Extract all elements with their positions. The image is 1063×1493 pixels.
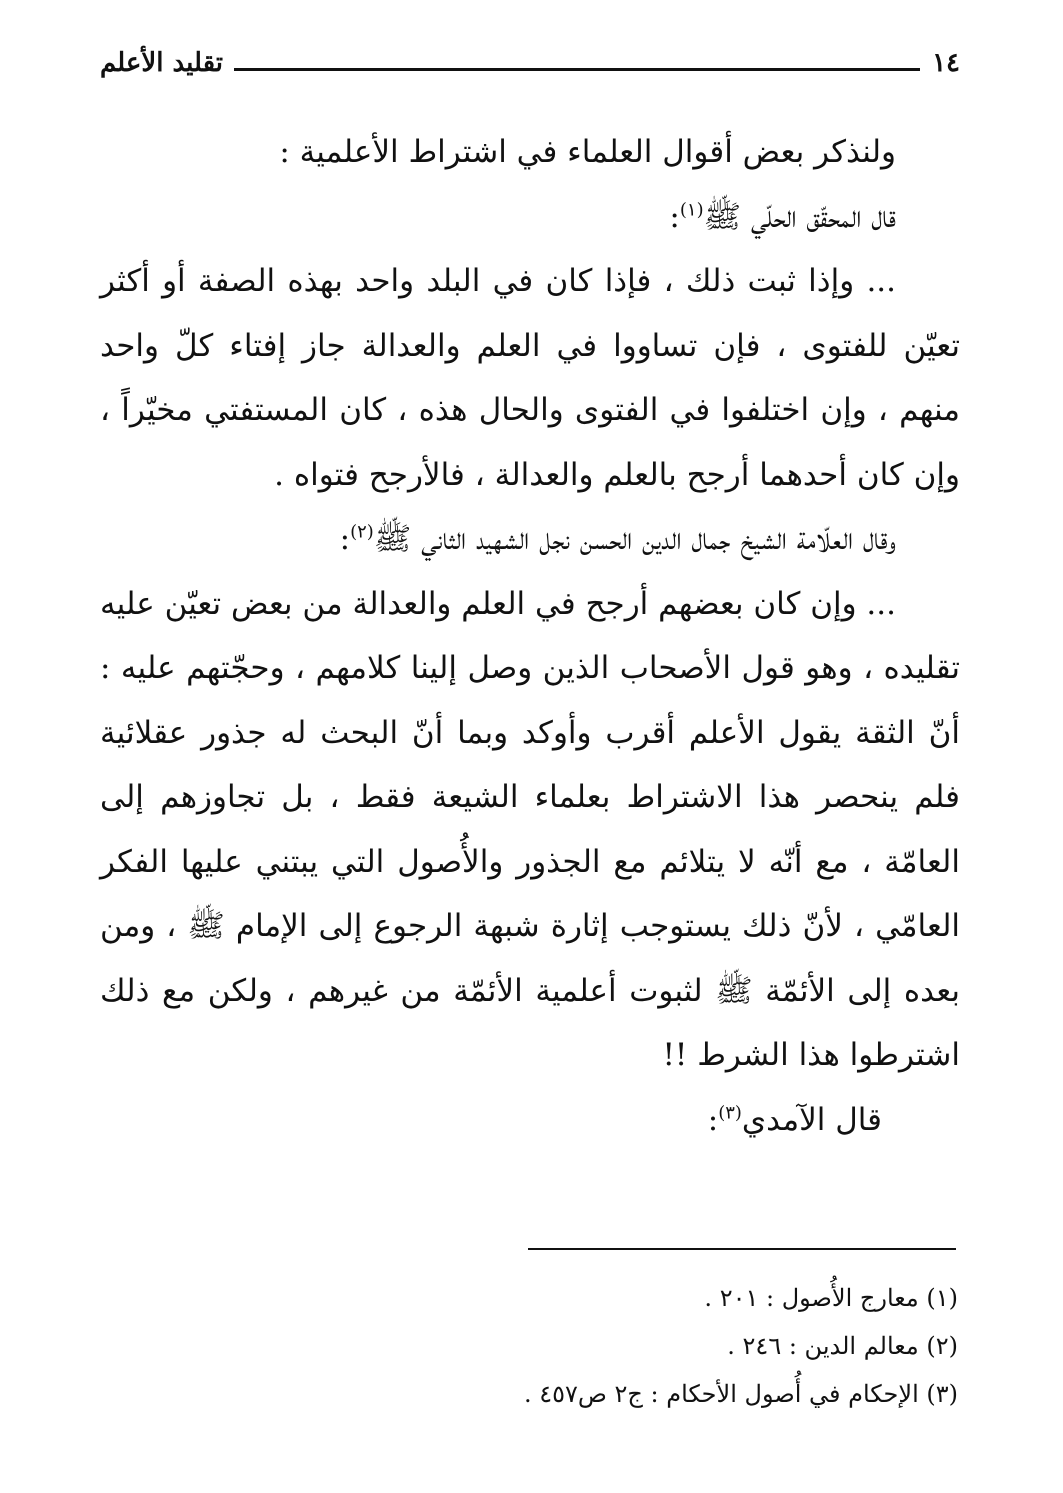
footnotes xyxy=(300,1274,958,1418)
colon: : xyxy=(707,1101,719,1138)
paragraph-quote-2 xyxy=(100,572,960,1088)
paragraph-quote-heading-2 xyxy=(100,507,960,572)
footnote-1: (١) معارج الأُصول : ٢٠١ . xyxy=(704,1284,958,1312)
quote-heading-1-text: قال المحقّق الحلّي ﷺ xyxy=(703,198,896,235)
page-number: ١٤ xyxy=(932,48,960,78)
colon: : xyxy=(669,198,680,235)
colon: : xyxy=(339,521,351,557)
main-text xyxy=(100,120,960,1152)
header-rule xyxy=(234,68,920,71)
quote-heading-3-text: قال الآمدي xyxy=(741,1101,882,1138)
footnote-ref-3[interactable]: (٣) xyxy=(718,1102,742,1124)
paragraph-quote-heading-3 xyxy=(100,1088,960,1153)
footnote-ref-1[interactable]: (١) xyxy=(679,199,704,221)
paragraph-quote-1 xyxy=(100,249,960,507)
paragraph-quote-heading-1 xyxy=(100,185,960,250)
footnote-ref-2[interactable]: (٢) xyxy=(350,521,374,543)
quote-2-text: ... وإن كان بعضهم أرجح في العلم والعدالة من بعض تعيّن عليه تقليده ، وهو قول الأصحاب الذين وصل إلينا كلامهم ، وحجّتهم عليه : أنّ الثقة يقول الأعلم أقرب وأوكد وبما أنّ البحث له جذور عقلائية فلم ينحصر هذا الاشتراط بعلماء الشيعة فقط ، بل تجاوزهم إلى العامّة ، مع أنّه لا يتلائم مع الجذور والأُصول التي يبتني عليها الفكر العامّي ، لأنّ ذلك يستوجب إثارة شبهة الرجوع إلى الإمام ﷺ ، ومن بعده إلى الأئمّة ﷺ لثبوت أعلمية الأئمّة من غيرهم ، ولكن مع ذلك اشترطوا هذا الشرط !! xyxy=(100,585,960,1073)
footnote-3: (٣) الإحكام في أُصول الأحكام : ج٢ ص٤٥٧ . xyxy=(523,1380,958,1408)
running-title: تقليد الأعلم xyxy=(100,48,224,78)
footnote-2: (٢) معالم الدين : ٢٤٦ . xyxy=(727,1332,958,1360)
page-header xyxy=(100,38,960,82)
paragraph-intro-text: ولنذكر بعض أقوال العلماء في اشتراط الأعلمية : xyxy=(279,134,896,170)
footnote-separator xyxy=(528,1248,956,1250)
quote-heading-2-text: وقال العلّامة الشيخ جمال الدين الحسن نجل الشهيد الثاني ﷺ xyxy=(373,521,896,557)
quote-1-text: ... وإذا ثبت ذلك ، فإذا كان في البلد واحد بهذه الصفة أو أكثر تعيّن للفتوى ، فإن تساووا في العلم والعدالة جاز إفتاء كلّ واحد منهم ، وإن اختلفوا في الفتوى والحال هذه ، كان المستفتي مخيّراً ، وإن كان أحدهما أرجح بالعلم والعدالة ، فالأرجح فتواه . xyxy=(100,263,960,493)
paragraph-intro xyxy=(100,120,960,185)
